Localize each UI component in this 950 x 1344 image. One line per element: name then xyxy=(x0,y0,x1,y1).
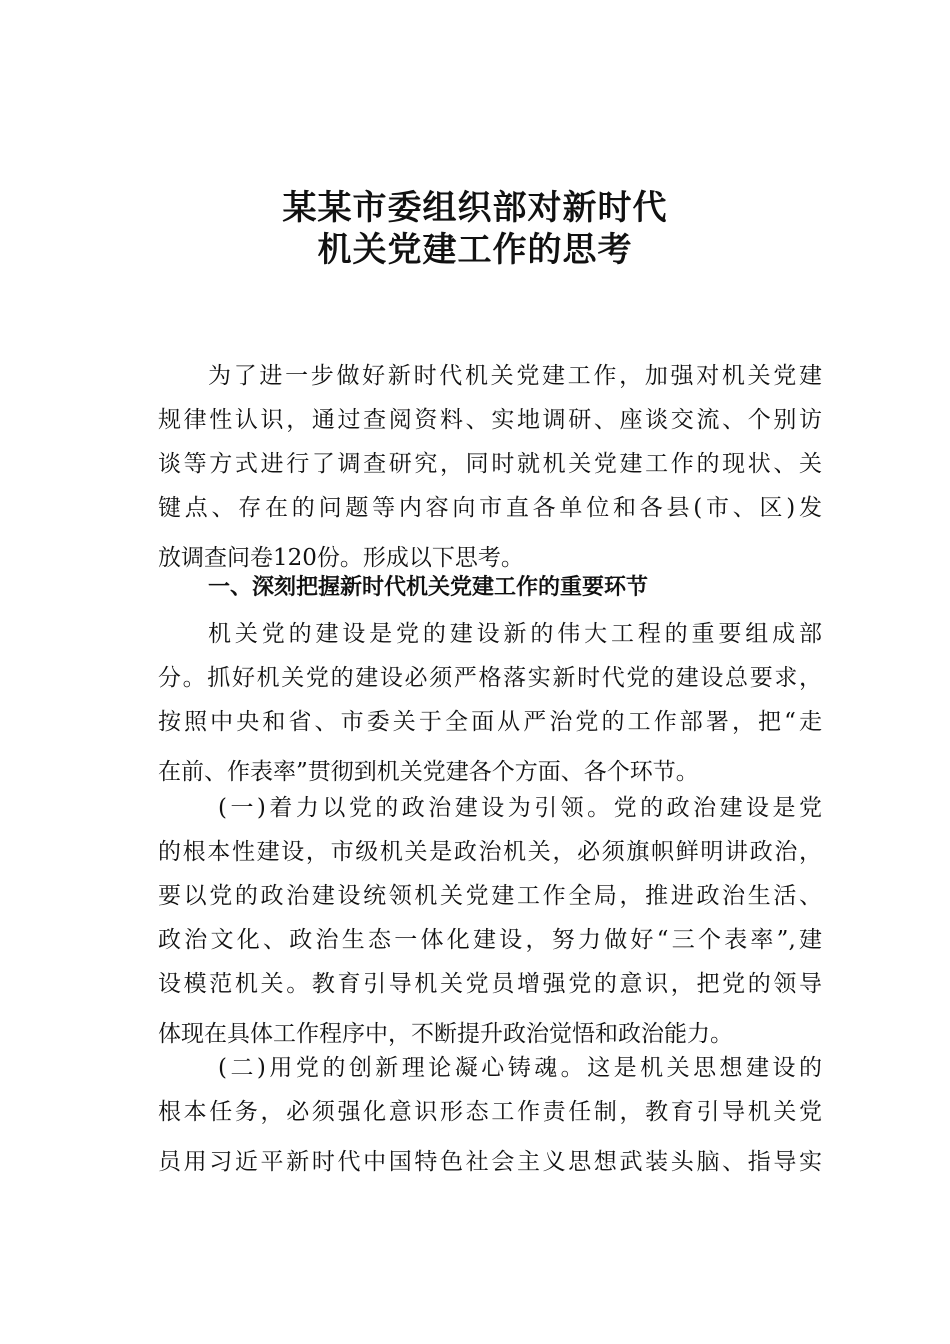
subsection-1-line-5: 设模范机关。教育引导机关党员增强党的意识，把党的领导 xyxy=(158,971,822,997)
intro-line-2: 规律性认识，通过查阅资料、实地调研、座谈交流、个别访 xyxy=(158,407,822,433)
subsection-1-line-4: 政治文化、政治生态一体化建设，努力做好“三个表率”,建 xyxy=(158,927,822,953)
section-1-heading: 一、深刻把握新时代机关党建工作的重要环节 xyxy=(208,575,649,600)
subsection-1-line-1: (一)着力以党的政治建设为引领。党的政治建设是党 xyxy=(218,795,822,821)
document-title-line-2: 机关党建工作的思考 xyxy=(317,230,633,270)
intro-line-5: 放调查问卷120份。形成以下思考。 xyxy=(158,545,524,571)
subsection-1-line-2: 的根本性建设，市级机关是政治机关，必须旗帜鲜明讲政治， xyxy=(158,839,822,865)
section-1-line-2: 分。抓好机关党的建设必须严格落实新时代党的建设总要求， xyxy=(158,665,822,691)
subsection-1-line-6: 体现在具体工作程序中，不断提升政治觉悟和政治能力。 xyxy=(158,1021,733,1047)
section-1-line-1: 机关党的建设是党的建设新的伟大工程的重要组成部 xyxy=(208,621,822,647)
subsection-2-line-1: (二)用党的创新理论凝心铸魂。这是机关思想建设的 xyxy=(218,1055,822,1081)
subsection-2-line-3: 员用习近平新时代中国特色社会主义思想武装头脑、指导实 xyxy=(158,1149,822,1175)
section-1-line-4: 在前、作表率”贯彻到机关党建各个方面、各个环节。 xyxy=(158,759,699,785)
subsection-1-paragraph xyxy=(158,786,822,1056)
section-1-line-3: 按照中央和省、市委关于全面从严治党的工作部署，把“走 xyxy=(158,709,822,735)
section-1-paragraph xyxy=(158,612,822,794)
subsection-1-line-3: 要以党的政治建设统领机关党建工作全局，推进政治生活、 xyxy=(158,883,822,909)
subsection-2-line-2: 根本任务，必须强化意识形态工作责任制，教育引导机关党 xyxy=(158,1099,822,1125)
document-title-line-1: 某某市委组织部对新时代 xyxy=(282,188,668,228)
intro-line-1: 为了进一步做好新时代机关党建工作，加强对机关党建 xyxy=(208,363,822,389)
subsection-2-paragraph xyxy=(158,1046,822,1184)
intro-paragraph xyxy=(158,354,822,580)
intro-line-3: 谈等方式进行了调查研究，同时就机关党建工作的现状、关 xyxy=(158,451,822,477)
intro-line-4: 键点、存在的问题等内容向市直各单位和各县(市、区)发 xyxy=(158,495,822,521)
